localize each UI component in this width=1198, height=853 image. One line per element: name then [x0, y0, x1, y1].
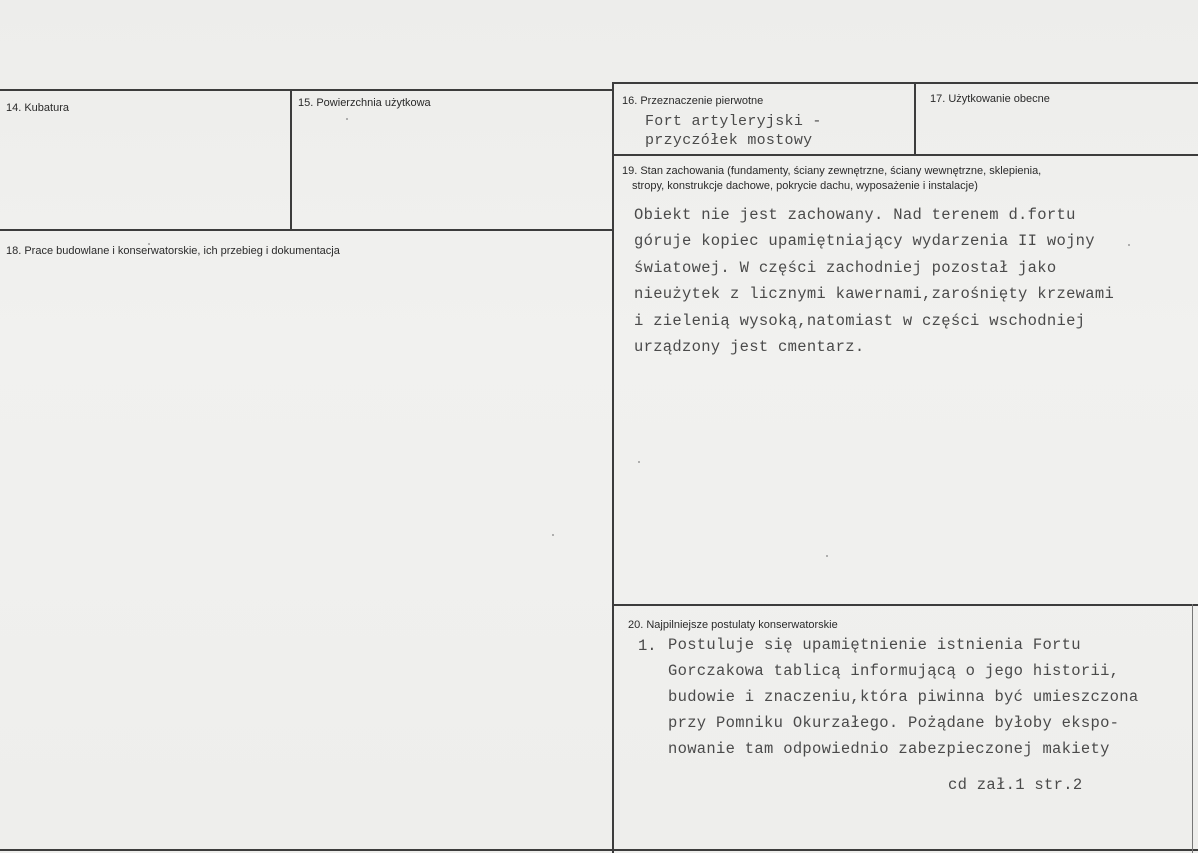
field-19-line-4: nieużytek z licznymi kawernami,zarośnięty krzewami: [634, 285, 1115, 303]
top-rule-right: [612, 82, 1198, 84]
paper-speck: [552, 534, 554, 536]
field-19-line-2: góruje kopiec upamiętniający wydarzenia II wojny: [634, 232, 1095, 250]
field-20-label: 20. Najpilniejsze postulaty konserwatorskie: [628, 619, 838, 631]
field-19-label-line-1: 19. Stan zachowania (fundamenty, ściany zewnętrzne, ściany wewnętrzne, sklepienia,: [622, 165, 1042, 177]
field-20-line-3: budowie i znaczeniu,która piwinna być umieszczona: [668, 688, 1139, 706]
paper-speck: [1128, 244, 1130, 246]
field-16-line-2: przyczółek mostowy: [645, 132, 813, 149]
paper-speck: [148, 243, 150, 245]
field-16-label: 16. Przeznaczenie pierwotne: [622, 95, 764, 107]
field-20-line-1: Postuluje się upamiętnienie istnienia Fortu: [668, 636, 1081, 654]
paper-speck: [826, 555, 828, 557]
field-19-line-6: urządzony jest cmentarz.: [634, 338, 865, 356]
paper-speck: [638, 461, 640, 463]
field-20-continuation: cd zał.1 str.2: [948, 776, 1083, 794]
field-19-label-line-2: stropy, konstrukcje dachowe, pokrycie dachu, wyposażenie i instalacje): [632, 180, 978, 192]
field-20-line-2: Gorczakowa tablicą informującą o jego historii,: [668, 662, 1120, 680]
bottom-rule: [0, 849, 1198, 851]
field-16-line-1: Fort artyleryjski -: [645, 113, 822, 130]
field-19-line-5: i zielenią wysoką,natomiast w części wschodniej: [634, 312, 1086, 330]
rule-under-16-17: [612, 154, 1198, 156]
top-rule-left: [0, 89, 612, 91]
field-17-label: 17. Użytkowanie obecne: [930, 93, 1050, 105]
field-19-line-1: Obiekt nie jest zachowany. Nad terenem d.fortu: [634, 206, 1076, 224]
field-20-item-number: 1.: [638, 637, 657, 655]
divider-left-column: [612, 82, 614, 853]
divider-16-17: [914, 82, 916, 155]
right-edge-rule: [1192, 604, 1193, 853]
paper-speck: [346, 118, 348, 120]
field-20-line-4: przy Pomniku Okurzałego. Pożądane byłoby ekspo-: [668, 714, 1120, 732]
rule-under-14-15: [0, 229, 613, 231]
field-19-line-3: światowej. W części zachodniej pozostał jako: [634, 259, 1057, 277]
field-18-label: 18. Prace budowlane i konserwatorskie, ich przebieg i dokumentacja: [6, 245, 340, 257]
divider-14-15: [290, 89, 292, 231]
rule-under-19: [612, 604, 1198, 606]
field-20-line-5: nowanie tam odpowiednio zabezpieczonej makiety: [668, 740, 1110, 758]
field-14-label: 14. Kubatura: [6, 102, 69, 114]
field-15-label: 15. Powierzchnia użytkowa: [298, 97, 431, 109]
